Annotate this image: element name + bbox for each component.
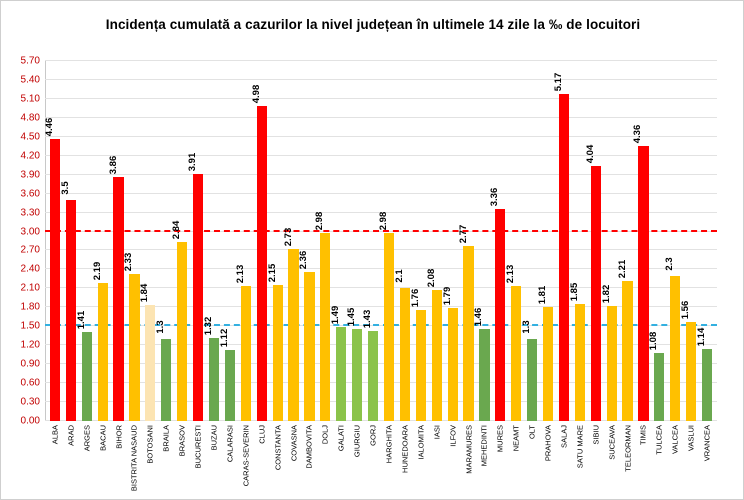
bar-slot	[696, 61, 715, 421]
bar[interactable]	[616, 260, 632, 421]
bar[interactable]	[187, 152, 203, 421]
bar-value-label: 1.79	[441, 286, 453, 306]
x-label-slot	[270, 423, 286, 493]
y-axis-tick-label: 5.40	[20, 74, 40, 86]
y-axis-tick-label: 0.60	[20, 377, 40, 389]
bar[interactable]	[59, 181, 76, 421]
x-label-slot	[365, 423, 381, 493]
x-label-slot	[588, 423, 604, 493]
x-axis-tick-label: HARGHITA	[384, 425, 394, 464]
bar-slot	[91, 61, 111, 421]
bar[interactable]	[409, 288, 426, 421]
bar[interactable]	[107, 155, 123, 421]
x-axis-tick-label: GIURGIU	[352, 425, 362, 458]
bar-value-label: 5.17	[552, 73, 564, 92]
x-axis-tick-label: OLT	[527, 425, 537, 440]
x-axis-tick-label: VRANCEA	[702, 425, 712, 462]
x-axis-tick-label: COVASNA	[289, 425, 299, 462]
y-axis-tick-label: 0.90	[20, 358, 40, 370]
x-label-slot	[429, 423, 445, 493]
bar-slot	[537, 61, 556, 421]
bar-value-label: 1.32	[203, 316, 214, 335]
bar[interactable]	[91, 261, 108, 421]
bar[interactable]	[203, 316, 219, 421]
x-label-slot	[238, 423, 254, 493]
bar-slot	[314, 61, 333, 421]
bar-value-label: 1.41	[75, 310, 87, 330]
y-axis-tick-label: 0.30	[20, 396, 40, 408]
bar-value-label: 1.43	[362, 309, 374, 328]
bar-value-label: 2.08	[425, 268, 437, 287]
bar-slot	[75, 61, 95, 421]
x-axis-tick-label: MARAMURES	[464, 425, 474, 474]
x-axis-tick-label: TULCEA	[654, 425, 664, 455]
x-axis-tick-label: BOTOSANI	[145, 425, 155, 464]
bar-slot	[632, 61, 652, 421]
y-axis-tick-label: 2.70	[20, 244, 40, 256]
bar-value-label: 1.45	[346, 308, 358, 327]
y-axis-tick-label: 4.20	[20, 150, 40, 162]
x-axis-tick-label: SIBIU	[591, 425, 601, 445]
bar-slot	[43, 61, 63, 421]
bar-slot	[298, 61, 318, 421]
bar-slot	[664, 61, 683, 421]
bar-value-label: 2.19	[91, 261, 103, 280]
y-axis-tick-label: 5.10	[20, 93, 40, 105]
bar-slot	[489, 61, 508, 421]
bar[interactable]	[266, 263, 283, 421]
x-label-slot	[508, 423, 524, 493]
bar-value-label: 1.81	[537, 285, 549, 304]
bar-value-label: 1.3	[155, 320, 167, 334]
x-axis-tick-label: SALAJ	[559, 425, 569, 448]
bar-slot	[139, 61, 158, 421]
bar[interactable]	[505, 265, 521, 421]
x-axis-tick-label: NEAMT	[511, 425, 521, 452]
x-label-slot	[445, 423, 461, 493]
x-axis-tick-label: IASI	[432, 425, 442, 440]
bar-value-label: 2.73	[282, 227, 294, 246]
x-label-slot	[95, 423, 111, 493]
x-label-slot	[556, 423, 572, 493]
bar-value-label: 2.13	[234, 265, 246, 284]
bar[interactable]	[441, 286, 458, 421]
bar-slot	[425, 61, 445, 421]
x-axis-tick-label: ARGES	[82, 425, 92, 452]
y-axis-tick-label: 1.50	[20, 320, 40, 332]
bar-slot	[505, 61, 524, 421]
bar-value-label: 1.84	[139, 283, 151, 303]
x-axis-tick-label: DAMBOVITA	[304, 425, 314, 469]
bar-slot	[473, 61, 492, 421]
bar-slot	[187, 61, 206, 421]
bar-slot	[616, 61, 636, 421]
x-label-slot	[540, 423, 556, 493]
x-label-slot	[651, 423, 667, 493]
bar-value-label: 2.36	[298, 250, 310, 270]
bar-value-label: 4.98	[250, 85, 262, 104]
bar-slot	[107, 61, 127, 421]
bar-value-label: 2.77	[457, 224, 469, 244]
x-axis-tick-label: TELEORMAN	[623, 425, 633, 472]
x-axis-tick-label: VASLUI	[686, 425, 696, 452]
x-label-slot	[492, 423, 508, 493]
x-label-slot	[174, 423, 190, 493]
bar-slot	[377, 61, 397, 421]
bar-value-label: 2.13	[505, 265, 517, 284]
bar-value-label: 1.85	[568, 282, 580, 302]
x-label-slot	[413, 423, 429, 493]
bar-value-label: 3.86	[107, 155, 119, 175]
x-axis-tick-label: IALOMITA	[416, 425, 426, 460]
x-axis-tick-label: BRAILA	[161, 425, 171, 452]
x-axis-tick-label: HUNEDOARA	[400, 425, 410, 473]
bar-slot	[250, 61, 270, 421]
x-label-slot	[190, 423, 206, 493]
x-label-slot	[142, 423, 158, 493]
y-axis-tick-label: 3.60	[20, 188, 40, 200]
bar-value-label: 2.15	[266, 263, 278, 283]
x-axis-tick-label: MEHEDINTI	[479, 425, 489, 467]
x-label-slot	[206, 423, 222, 493]
y-axis-tick-label: 1.80	[20, 301, 40, 313]
bar-slot	[171, 61, 190, 421]
bar-value-label: 1.08	[648, 331, 660, 351]
x-label-slot	[111, 423, 127, 493]
x-axis-tick-label: MURES	[495, 425, 505, 453]
bar[interactable]	[648, 331, 664, 421]
x-label-slot	[286, 423, 302, 493]
x-axis-tick-label: TIMIS	[638, 425, 648, 445]
bar-slot	[155, 61, 174, 421]
x-axis-tick-label: BACAU	[98, 425, 108, 451]
x-label-slot	[524, 423, 540, 493]
bar-value-label: 2.84	[171, 220, 183, 239]
x-axis-tick-label: CONSTANTA	[273, 425, 283, 471]
bar[interactable]	[425, 268, 442, 421]
bar[interactable]	[521, 320, 537, 421]
bar-value-label: 1.12	[218, 329, 230, 348]
x-axis-tick-label: SATU MARE	[575, 425, 585, 469]
y-axis-tick-label: 1.20	[20, 339, 40, 351]
x-axis-tick-label: CALARASI	[225, 425, 235, 463]
x-label-slot	[79, 423, 95, 493]
x-label-slot	[333, 423, 349, 493]
x-axis-tick-label: BISTRITA NASAUD	[129, 425, 139, 492]
bar[interactable]	[171, 220, 187, 421]
bar[interactable]	[250, 85, 267, 421]
x-axis-tick-label: DOLJ	[320, 425, 330, 445]
bar[interactable]	[314, 211, 330, 421]
bar-slot	[362, 61, 381, 421]
bar-value-label: 4.46	[43, 118, 55, 137]
x-label-slot	[63, 423, 79, 493]
x-label-slot	[604, 423, 620, 493]
bar-value-label: 3.5	[59, 181, 71, 195]
bar[interactable]	[489, 187, 505, 421]
bar-value-label: 4.36	[632, 124, 644, 143]
bar[interactable]	[362, 309, 378, 421]
bar[interactable]	[632, 124, 648, 421]
bar-value-label: 1.76	[409, 288, 421, 308]
x-label-slot	[572, 423, 588, 493]
x-label-slot	[254, 423, 270, 493]
x-label-slot	[47, 423, 63, 493]
bar[interactable]	[537, 285, 553, 421]
bar[interactable]	[584, 144, 601, 421]
bar-value-label: 1.14	[696, 327, 708, 347]
bar[interactable]	[218, 329, 235, 421]
bar-slot	[123, 61, 143, 421]
bar[interactable]	[377, 211, 394, 421]
x-label-slot	[381, 423, 397, 493]
bar[interactable]	[298, 250, 314, 421]
x-label-slot	[127, 423, 143, 493]
y-axis-tick-label: 5.70	[20, 55, 40, 67]
bar-value-label: 2.3	[664, 257, 676, 271]
x-axis-tick-label: BUZAU	[209, 425, 219, 451]
x-axis-tick-label: VALCEA	[670, 425, 680, 455]
bar-slot	[568, 61, 588, 421]
bar-value-label: 2.98	[377, 211, 389, 231]
y-axis-tick-label: 3.30	[20, 207, 40, 219]
bar-value-label: 1.46	[473, 307, 485, 327]
bar[interactable]	[139, 283, 155, 421]
bar[interactable]	[234, 265, 251, 421]
x-label-slot	[317, 423, 333, 493]
x-axis-tick-label: CARAS-SEVERIN	[241, 425, 251, 487]
bar-slot	[600, 61, 620, 421]
y-axis-tick-label: 3.90	[20, 169, 40, 181]
bar-slot	[203, 61, 222, 421]
bar-value-label: 4.04	[584, 144, 596, 164]
x-axis-tick-label: SUCEAVA	[607, 425, 617, 460]
bar-series	[45, 61, 717, 421]
x-label-slot	[222, 423, 238, 493]
bar[interactable]	[568, 282, 585, 421]
x-axis-tick-label: GORJ	[368, 425, 378, 446]
bar-slot	[330, 61, 349, 421]
bar[interactable]	[155, 320, 171, 421]
bar-value-label: 2.33	[123, 252, 135, 272]
x-label-slot	[667, 423, 683, 493]
y-axis-tick-label: 3.00	[20, 226, 40, 238]
bar[interactable]	[43, 118, 60, 421]
x-axis-tick-label: BRASOV	[177, 425, 187, 457]
x-axis-tick-label: CLUJ	[257, 425, 267, 444]
bar-value-label: 1.56	[680, 301, 692, 320]
bar-slot	[282, 61, 302, 421]
bar-slot	[409, 61, 429, 421]
x-label-slot	[683, 423, 699, 493]
bar-value-label: 2.21	[616, 260, 628, 279]
y-axis-tick-label: 2.40	[20, 263, 40, 275]
x-axis-tick-label: ILFOV	[448, 425, 458, 447]
bar-slot	[648, 61, 667, 421]
y-axis-tick-label: 0.00	[20, 415, 40, 427]
bar[interactable]	[346, 308, 362, 421]
x-label-slot	[636, 423, 652, 493]
bar-slot	[218, 61, 238, 421]
x-label-slot	[620, 423, 636, 493]
bar[interactable]	[600, 284, 617, 421]
x-label-slot	[476, 423, 492, 493]
x-axis-labels	[45, 423, 717, 493]
bar[interactable]	[696, 327, 712, 421]
bar-slot	[584, 61, 604, 421]
bar[interactable]	[282, 227, 298, 421]
bar[interactable]	[680, 301, 696, 421]
bar-slot	[393, 61, 413, 421]
bar-slot	[234, 61, 254, 421]
x-label-slot	[158, 423, 174, 493]
y-axis-tick-label: 4.50	[20, 131, 40, 143]
y-axis-tick-label: 2.10	[20, 282, 40, 294]
plot-region	[20, 55, 717, 427]
chart-title: Incidența cumulată a cazurilor la nivel județean în ultimele 14 zile la ‰ de locuitori	[105, 17, 641, 32]
bar-value-label: 3.91	[187, 152, 199, 172]
bar-slot	[457, 61, 477, 421]
bar-slot	[680, 61, 699, 421]
bar-slot	[521, 61, 540, 421]
x-label-slot	[397, 423, 413, 493]
bar[interactable]	[330, 305, 346, 421]
bar[interactable]	[75, 310, 92, 421]
bar[interactable]	[473, 307, 489, 421]
x-label-slot	[349, 423, 365, 493]
bar-value-label: 2.1	[393, 269, 405, 283]
bar[interactable]	[457, 224, 473, 421]
bar-value-label: 2.98	[314, 211, 326, 231]
x-axis-tick-label: ALBA	[50, 425, 60, 445]
x-axis-tick-label: ARAD	[66, 425, 76, 446]
bar-slot	[346, 61, 365, 421]
bar-value-label: 1.49	[330, 305, 342, 325]
x-axis-tick-label: BUCURESTI	[193, 425, 203, 469]
x-axis-tick-label: GALATI	[336, 425, 346, 452]
x-label-slot	[461, 423, 477, 493]
x-label-slot	[699, 423, 715, 493]
x-axis-tick-label: BIHOR	[114, 425, 124, 449]
bar-slot	[59, 61, 79, 421]
bar[interactable]	[393, 269, 410, 421]
bar-value-label: 3.36	[489, 187, 501, 207]
bar[interactable]	[664, 257, 680, 421]
bar-value-label: 1.3	[521, 320, 533, 334]
x-label-slot	[302, 423, 318, 493]
x-axis-tick-label: PRAHOVA	[543, 425, 553, 462]
bar-slot	[552, 61, 572, 421]
y-axis-tick-label: 4.80	[20, 112, 40, 124]
bar-value-label: 1.82	[600, 284, 612, 304]
bar[interactable]	[552, 73, 569, 421]
